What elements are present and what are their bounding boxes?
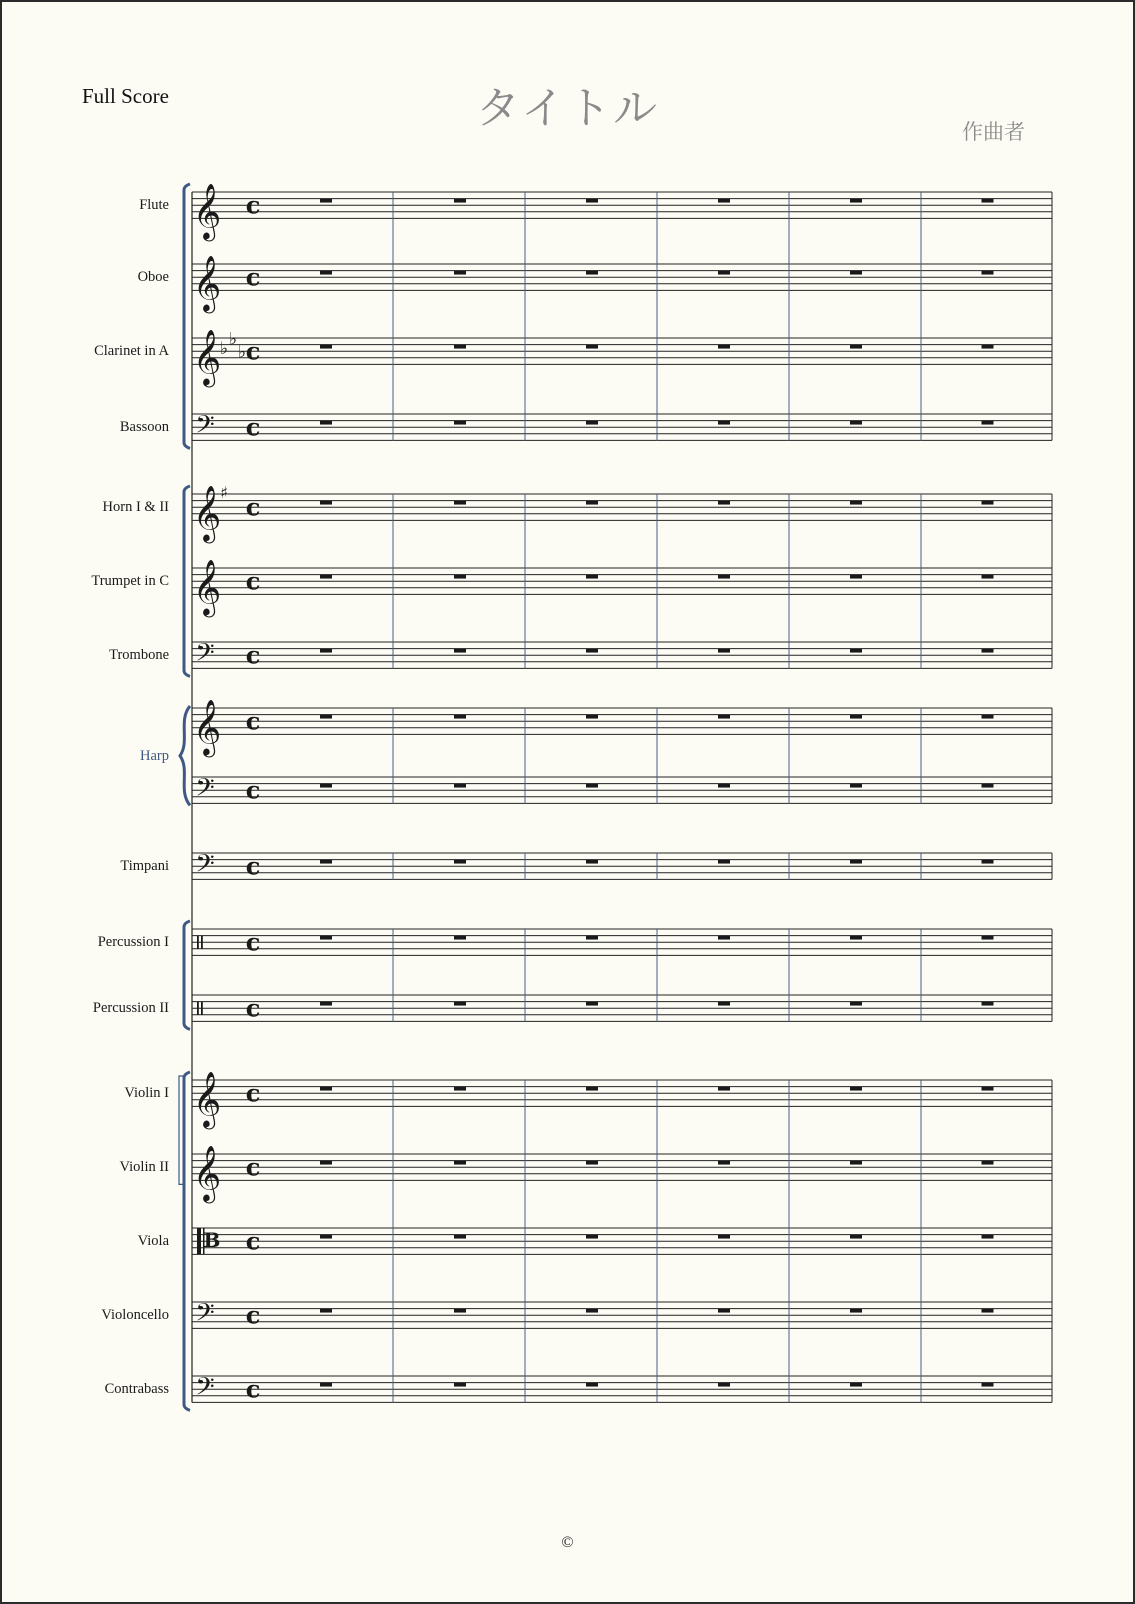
measure-rest[interactable] <box>850 936 862 940</box>
instrument-name-violin-ii[interactable]: Violin II <box>119 1159 169 1176</box>
instrument-name-percussion-i[interactable]: Percussion I <box>97 934 169 951</box>
measure-rest[interactable] <box>982 345 994 349</box>
common-time-icon: c <box>245 190 261 220</box>
measure-rest[interactable] <box>320 1309 332 1313</box>
measure-rest[interactable] <box>850 575 862 579</box>
measure-rest[interactable] <box>982 860 994 864</box>
bass-clef-icon: 𝄢 <box>195 638 215 674</box>
measure-rest[interactable] <box>320 1002 332 1006</box>
bass-clef-icon: 𝄢 <box>195 849 215 885</box>
percussion-clef-stroke <box>201 1002 203 1015</box>
score-title[interactable]: タイトル <box>475 83 660 134</box>
measure-rest[interactable] <box>454 501 466 505</box>
measure-rest[interactable] <box>320 860 332 864</box>
measure-rest[interactable] <box>718 1002 730 1006</box>
flat-icon: ♭ <box>219 339 229 360</box>
strings-bracket <box>184 1072 190 1410</box>
measure-rest[interactable] <box>718 860 730 864</box>
measure-rest[interactable] <box>850 345 862 349</box>
common-time-icon: c <box>245 1078 261 1108</box>
instrument-name-contrabass[interactable]: Contrabass <box>104 1381 169 1398</box>
measure-rest[interactable] <box>454 271 466 275</box>
measure-rest[interactable] <box>718 421 730 425</box>
instrument-name-bassoon[interactable]: Bassoon <box>119 419 169 436</box>
instrument-name-clarinet-in-a[interactable]: Clarinet in A <box>94 343 169 360</box>
measure-rest[interactable] <box>586 1087 598 1091</box>
common-time-icon: c <box>245 640 261 670</box>
measure-rest[interactable] <box>850 649 862 653</box>
measure-rest[interactable] <box>320 784 332 788</box>
measure-rest[interactable] <box>982 1309 994 1313</box>
measure-rest[interactable] <box>320 715 332 719</box>
measure-rest[interactable] <box>982 1235 994 1239</box>
instrument-name-violin-i[interactable]: Violin I <box>124 1085 169 1102</box>
instrument-name-horn-i-ii[interactable]: Horn I & II <box>102 499 169 516</box>
measure-rest[interactable] <box>982 784 994 788</box>
measure-rest[interactable] <box>850 421 862 425</box>
common-time-icon: c <box>245 927 261 957</box>
common-time-icon: c <box>245 775 261 805</box>
percussion-bracket <box>184 921 190 1029</box>
instrument-name-viola[interactable]: Viola <box>137 1233 169 1250</box>
measure-rest[interactable] <box>586 271 598 275</box>
bass-clef-icon: 𝄢 <box>195 410 215 446</box>
measure-rest[interactable] <box>320 1235 332 1239</box>
instrument-name-harp[interactable]: Harp <box>140 747 169 764</box>
instrument-name-percussion-ii[interactable]: Percussion II <box>92 1000 169 1017</box>
measure-rest[interactable] <box>454 1309 466 1313</box>
measure-rest[interactable] <box>586 421 598 425</box>
common-time-icon: c <box>245 1300 261 1330</box>
measure-rest[interactable] <box>982 501 994 505</box>
measure-rest[interactable] <box>718 271 730 275</box>
measure-rest[interactable] <box>454 936 466 940</box>
measure-rest[interactable] <box>850 1309 862 1313</box>
measure-rest[interactable] <box>982 715 994 719</box>
common-time-icon: c <box>245 1152 261 1182</box>
measure-rest[interactable] <box>320 936 332 940</box>
measure-rest[interactable] <box>454 345 466 349</box>
sharp-icon: ♯ <box>220 483 228 502</box>
measure-rest[interactable] <box>982 271 994 275</box>
measure-rest[interactable] <box>982 1383 994 1387</box>
harp-brace <box>180 706 190 805</box>
measure-rest[interactable] <box>454 1161 466 1165</box>
measure-rest[interactable] <box>982 199 994 203</box>
measure-rest[interactable] <box>850 715 862 719</box>
measure-rest[interactable] <box>454 649 466 653</box>
woodwind-bracket <box>184 184 190 448</box>
measure-rest[interactable] <box>718 715 730 719</box>
measure-rest[interactable] <box>586 1002 598 1006</box>
measure-rest[interactable] <box>982 649 994 653</box>
measure-rest[interactable] <box>586 345 598 349</box>
common-time-icon: c <box>245 706 261 736</box>
measure-rest[interactable] <box>718 1087 730 1091</box>
measure-rest[interactable] <box>320 1087 332 1091</box>
measure-rest[interactable] <box>320 199 332 203</box>
measure-rest[interactable] <box>718 345 730 349</box>
alto-clef-glyph: B <box>203 1228 221 1253</box>
measure-rest[interactable] <box>850 199 862 203</box>
treble-clef-icon: 𝄞 <box>192 1071 222 1128</box>
treble-clef-icon: 𝄞 <box>192 1145 222 1202</box>
measure-rest[interactable] <box>850 271 862 275</box>
bass-clef-icon: 𝄢 <box>195 1298 215 1334</box>
instrument-name-flute[interactable]: Flute <box>139 197 169 214</box>
instrument-name-oboe[interactable]: Oboe <box>137 269 169 286</box>
measure-rest[interactable] <box>320 271 332 275</box>
treble-clef-icon: 𝄞 <box>192 255 222 312</box>
percussion-clef-stroke <box>201 936 203 949</box>
treble-clef-icon: 𝄞 <box>192 485 222 542</box>
full-score-label: Full Score <box>82 84 169 108</box>
measure-rest[interactable] <box>320 1383 332 1387</box>
instrument-name-violoncello[interactable]: Violoncello <box>101 1307 169 1324</box>
measure-rest[interactable] <box>850 860 862 864</box>
brass-bracket <box>184 486 190 676</box>
measure-rest[interactable] <box>718 784 730 788</box>
flat-icon: ♭ <box>228 329 238 350</box>
measure-rest[interactable] <box>982 1002 994 1006</box>
measure-rest[interactable] <box>982 421 994 425</box>
treble-clef-icon: 𝄞 <box>192 559 222 616</box>
measure-rest[interactable] <box>850 501 862 505</box>
measure-rest[interactable] <box>320 421 332 425</box>
measure-rest[interactable] <box>982 1087 994 1091</box>
measure-rest[interactable] <box>718 1383 730 1387</box>
score-system <box>2 2 1133 1602</box>
measure-rest[interactable] <box>586 1235 598 1239</box>
measure-rest[interactable] <box>454 715 466 719</box>
measure-rest[interactable] <box>586 936 598 940</box>
measure-rest[interactable] <box>586 1309 598 1313</box>
flat-icon: ♭ <box>237 342 247 363</box>
measure-rest[interactable] <box>320 345 332 349</box>
measure-rest[interactable] <box>454 1002 466 1006</box>
measure-rest[interactable] <box>850 1161 862 1165</box>
measure-rest[interactable] <box>586 860 598 864</box>
measure-rest[interactable] <box>718 936 730 940</box>
measure-rest[interactable] <box>320 501 332 505</box>
measure-rest[interactable] <box>850 1235 862 1239</box>
common-time-icon: c <box>245 1226 261 1256</box>
instrument-name-trumpet-in-c[interactable]: Trumpet in C <box>91 573 169 590</box>
measure-rest[interactable] <box>586 1383 598 1387</box>
copyright-text[interactable]: © <box>561 1534 574 1551</box>
measure-rest[interactable] <box>454 199 466 203</box>
common-time-icon: c <box>245 1374 261 1404</box>
bass-clef-icon: 𝄢 <box>195 1372 215 1408</box>
measure-rest[interactable] <box>850 784 862 788</box>
treble-clef-icon: 𝄞 <box>192 699 222 756</box>
measure-rest[interactable] <box>718 501 730 505</box>
common-time-icon: c <box>245 851 261 881</box>
measure-rest[interactable] <box>982 936 994 940</box>
percussion-clef-icon <box>197 1002 199 1015</box>
measure-rest[interactable] <box>454 784 466 788</box>
common-time-icon: c <box>245 412 261 442</box>
instrument-name-trombone[interactable]: Trombone <box>109 647 169 664</box>
common-time-icon: c <box>245 336 261 366</box>
measure-rest[interactable] <box>454 1087 466 1091</box>
bass-clef-icon: 𝄢 <box>195 773 215 809</box>
alto-clef-icon <box>197 1228 201 1254</box>
measure-rest[interactable] <box>586 784 598 788</box>
common-time-icon: c <box>245 566 261 596</box>
instrument-name-timpani[interactable]: Timpani <box>120 858 169 875</box>
measure-rest[interactable] <box>850 1087 862 1091</box>
measure-rest[interactable] <box>718 1161 730 1165</box>
measure-rest[interactable] <box>586 575 598 579</box>
measure-rest[interactable] <box>454 1235 466 1239</box>
treble-clef-icon: 𝄞 <box>192 329 222 386</box>
measure-rest[interactable] <box>586 715 598 719</box>
common-time-icon: c <box>245 262 261 292</box>
percussion-clef-icon <box>197 936 199 949</box>
measure-rest[interactable] <box>718 649 730 653</box>
measure-rest[interactable] <box>982 575 994 579</box>
measure-rest[interactable] <box>320 1161 332 1165</box>
common-time-icon: c <box>245 993 261 1023</box>
measure-rest[interactable] <box>850 1383 862 1387</box>
measure-rest[interactable] <box>850 1002 862 1006</box>
measure-rest[interactable] <box>320 575 332 579</box>
measure-rest[interactable] <box>718 199 730 203</box>
measure-rest[interactable] <box>454 575 466 579</box>
composer-name[interactable]: 作曲者 <box>962 120 1025 144</box>
measure-rest[interactable] <box>718 575 730 579</box>
measure-rest[interactable] <box>586 649 598 653</box>
measure-rest[interactable] <box>982 1161 994 1165</box>
measure-rest[interactable] <box>320 649 332 653</box>
measure-rest[interactable] <box>718 1309 730 1313</box>
measure-rest[interactable] <box>718 1235 730 1239</box>
measure-rest[interactable] <box>454 1383 466 1387</box>
treble-clef-icon: 𝄞 <box>192 183 222 240</box>
common-time-icon: c <box>245 492 261 522</box>
measure-rest[interactable] <box>586 501 598 505</box>
measure-rest[interactable] <box>586 199 598 203</box>
measure-rest[interactable] <box>454 421 466 425</box>
measure-rest[interactable] <box>586 1161 598 1165</box>
measure-rest[interactable] <box>454 860 466 864</box>
